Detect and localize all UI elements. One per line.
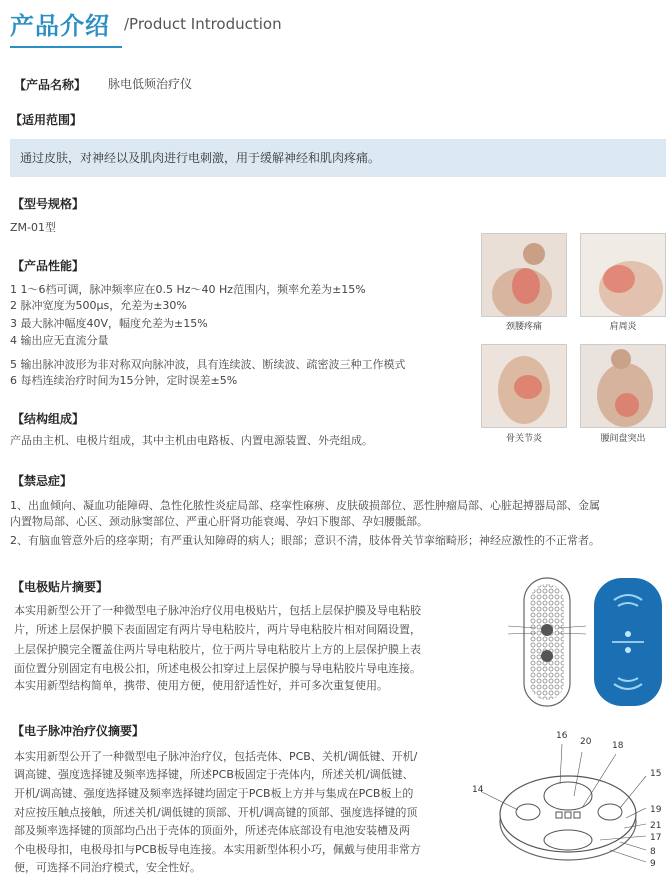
electrode-line-2: 片，所述上层保护膜下表面固定有两片导电粘胶片，两片导电粘胶片相对间隔设置， bbox=[14, 623, 421, 636]
knee-illustration bbox=[482, 345, 566, 427]
contra-label: 【禁忌症】 bbox=[12, 474, 73, 488]
diagram-num-18: 18 bbox=[612, 741, 624, 751]
diagram-num-17: 17 bbox=[650, 833, 662, 843]
device-line-5: 部及频率选择键的顶部均凸出于壳体的顶面外，所述壳体底部设有电池安装槽及两 bbox=[14, 824, 410, 837]
model-value: ZM-01型 bbox=[10, 221, 56, 234]
electrode-line-3: 上层保护膜完全覆盖住两片导电粘胶片，位于两片导电粘胶片上方的上层保护膜上表 bbox=[14, 643, 421, 656]
scope-text: 通过皮肤，对神经以及肌肉进行电刺激，用于缓解神经和肌肉疼痛。 bbox=[20, 151, 381, 165]
blue-electrode-pad bbox=[592, 576, 664, 708]
device-line-4: 对应按压触点接触，所述关机/调低键的顶部、开机/调高键的顶部、强度选择键的顶 bbox=[14, 806, 418, 819]
device-line-3: 开机/调高键、强度选择键及频率选择键均固定于PCB板上方并与集成在PCB板上的 bbox=[14, 787, 414, 800]
electrode-line-4: 面位置分别固定有电极公扣，所述电极公扣穿过上层保护膜与导电粘胶片导电连接。 bbox=[14, 662, 421, 675]
structure-label: 【结构组成】 bbox=[12, 412, 85, 426]
device-line-2: 调高键、强度选择键及频率选择键，所述PCB板固定于壳体内，所述关机/调低键、 bbox=[14, 768, 414, 781]
lower-back-illustration bbox=[581, 345, 665, 427]
device-diagram-icon bbox=[470, 724, 666, 874]
photo-lower-back bbox=[580, 344, 666, 428]
performance-label: 【产品性能】 bbox=[12, 259, 85, 273]
blue-pad-icon bbox=[592, 576, 664, 708]
diagram-num-8: 8 bbox=[650, 847, 656, 857]
page-title: 产品介绍 bbox=[10, 12, 110, 40]
electrode-pad-patent-icon bbox=[506, 576, 588, 708]
photo-caption-3: 骨关节炎 bbox=[505, 434, 542, 444]
perf-item-4: 4 输出应无直流分量 bbox=[10, 334, 109, 347]
shoulder-illustration bbox=[581, 234, 665, 316]
device-label: 【电子脉冲治疗仪摘要】 bbox=[12, 724, 145, 738]
device-line-1: 本实用新型公开了一种微型电子脉冲治疗仪，包括壳体、PCB、关机/调低键、开机/ bbox=[14, 750, 418, 763]
electrode-pad-drawing bbox=[506, 576, 588, 708]
page-subtitle: /Product Introduction bbox=[124, 15, 282, 33]
title-underline bbox=[10, 46, 122, 48]
diagram-num-9: 9 bbox=[650, 859, 656, 869]
perf-item-5: 5 输出脉冲波形为非对称双向脉冲波，具有连续波、断续波、疏密波三种工作模式 bbox=[10, 358, 406, 371]
model-label: 【型号规格】 bbox=[12, 197, 85, 211]
structure-text: 产品由主机、电极片组成，其中主机由电路板、内置电源装置、外壳组成。 bbox=[10, 434, 373, 447]
device-patent-drawing bbox=[470, 724, 666, 874]
photo-knee bbox=[481, 344, 567, 428]
contra-line-3: 2、有脑血管意外后的痉挛期；有严重认知障碍的病人；眼部；意识不清，肢体骨关节挛缩畸形；神经应激性的不正常者。 bbox=[10, 534, 600, 547]
perf-item-6: 6 每档连续治疗时间为15分钟，定时误差±5% bbox=[10, 374, 238, 387]
device-line-7: 便，可选择不同治疗模式，安全性好。 bbox=[14, 861, 201, 874]
contra-line-2: 内置物局部、心区、颈动脉窦部位、严重心肝肾功能衰竭、孕妇下腹部、孕妇腰骶部。 bbox=[10, 515, 428, 528]
diagram-num-21: 21 bbox=[650, 821, 662, 831]
diagram-num-15: 15 bbox=[650, 769, 662, 779]
perf-item-3: 3 最大脉冲幅度40V，幅度允差为±15% bbox=[10, 317, 208, 330]
photo-caption-4: 腰间盘突出 bbox=[600, 434, 646, 444]
diagram-num-16: 16 bbox=[556, 731, 568, 741]
electrode-line-5: 本实用新型结构简单，携带、使用方便，使用舒适性好，并可多次重复使用。 bbox=[14, 679, 388, 692]
photo-shoulder bbox=[580, 233, 666, 317]
diagram-num-14: 14 bbox=[472, 785, 484, 795]
perf-item-1: 1 1～6档可调，脉冲频率应在0.5 Hz～40 Hz范围内，频率允差为±15% bbox=[10, 283, 366, 296]
device-line-6: 个电极母扣，电极母扣与PCB板导电连接。本实用新型体积小巧，佩戴与使用非常方 bbox=[14, 843, 421, 856]
scope-label: 【适用范围】 bbox=[10, 113, 83, 127]
photo-neck-back bbox=[481, 233, 567, 317]
electrode-label: 【电极贴片摘要】 bbox=[12, 580, 109, 594]
contra-line-1: 1、出血倾向、凝血功能障碍、急性化脓性炎症局部、痉挛性麻痹、皮肤破损部位、恶性肿瘤局部、心脏起搏器局部、金属 bbox=[10, 499, 600, 512]
electrode-line-1: 本实用新型公开了一种微型电子脉冲治疗仪用电极贴片，包括上层保护膜及导电粘胶 bbox=[14, 604, 421, 617]
neck-back-illustration bbox=[482, 234, 566, 316]
product-name-value: 脉电低频治疗仪 bbox=[108, 77, 193, 91]
diagram-num-20: 20 bbox=[580, 737, 592, 747]
perf-item-2: 2 脉冲宽度为500μs，允差为±30% bbox=[10, 299, 187, 312]
photo-caption-1: 颈腰疼痛 bbox=[505, 322, 542, 332]
photo-caption-2: 肩周炎 bbox=[609, 322, 637, 332]
product-name-label: 【产品名称】 bbox=[14, 78, 87, 92]
diagram-num-19: 19 bbox=[650, 805, 662, 815]
